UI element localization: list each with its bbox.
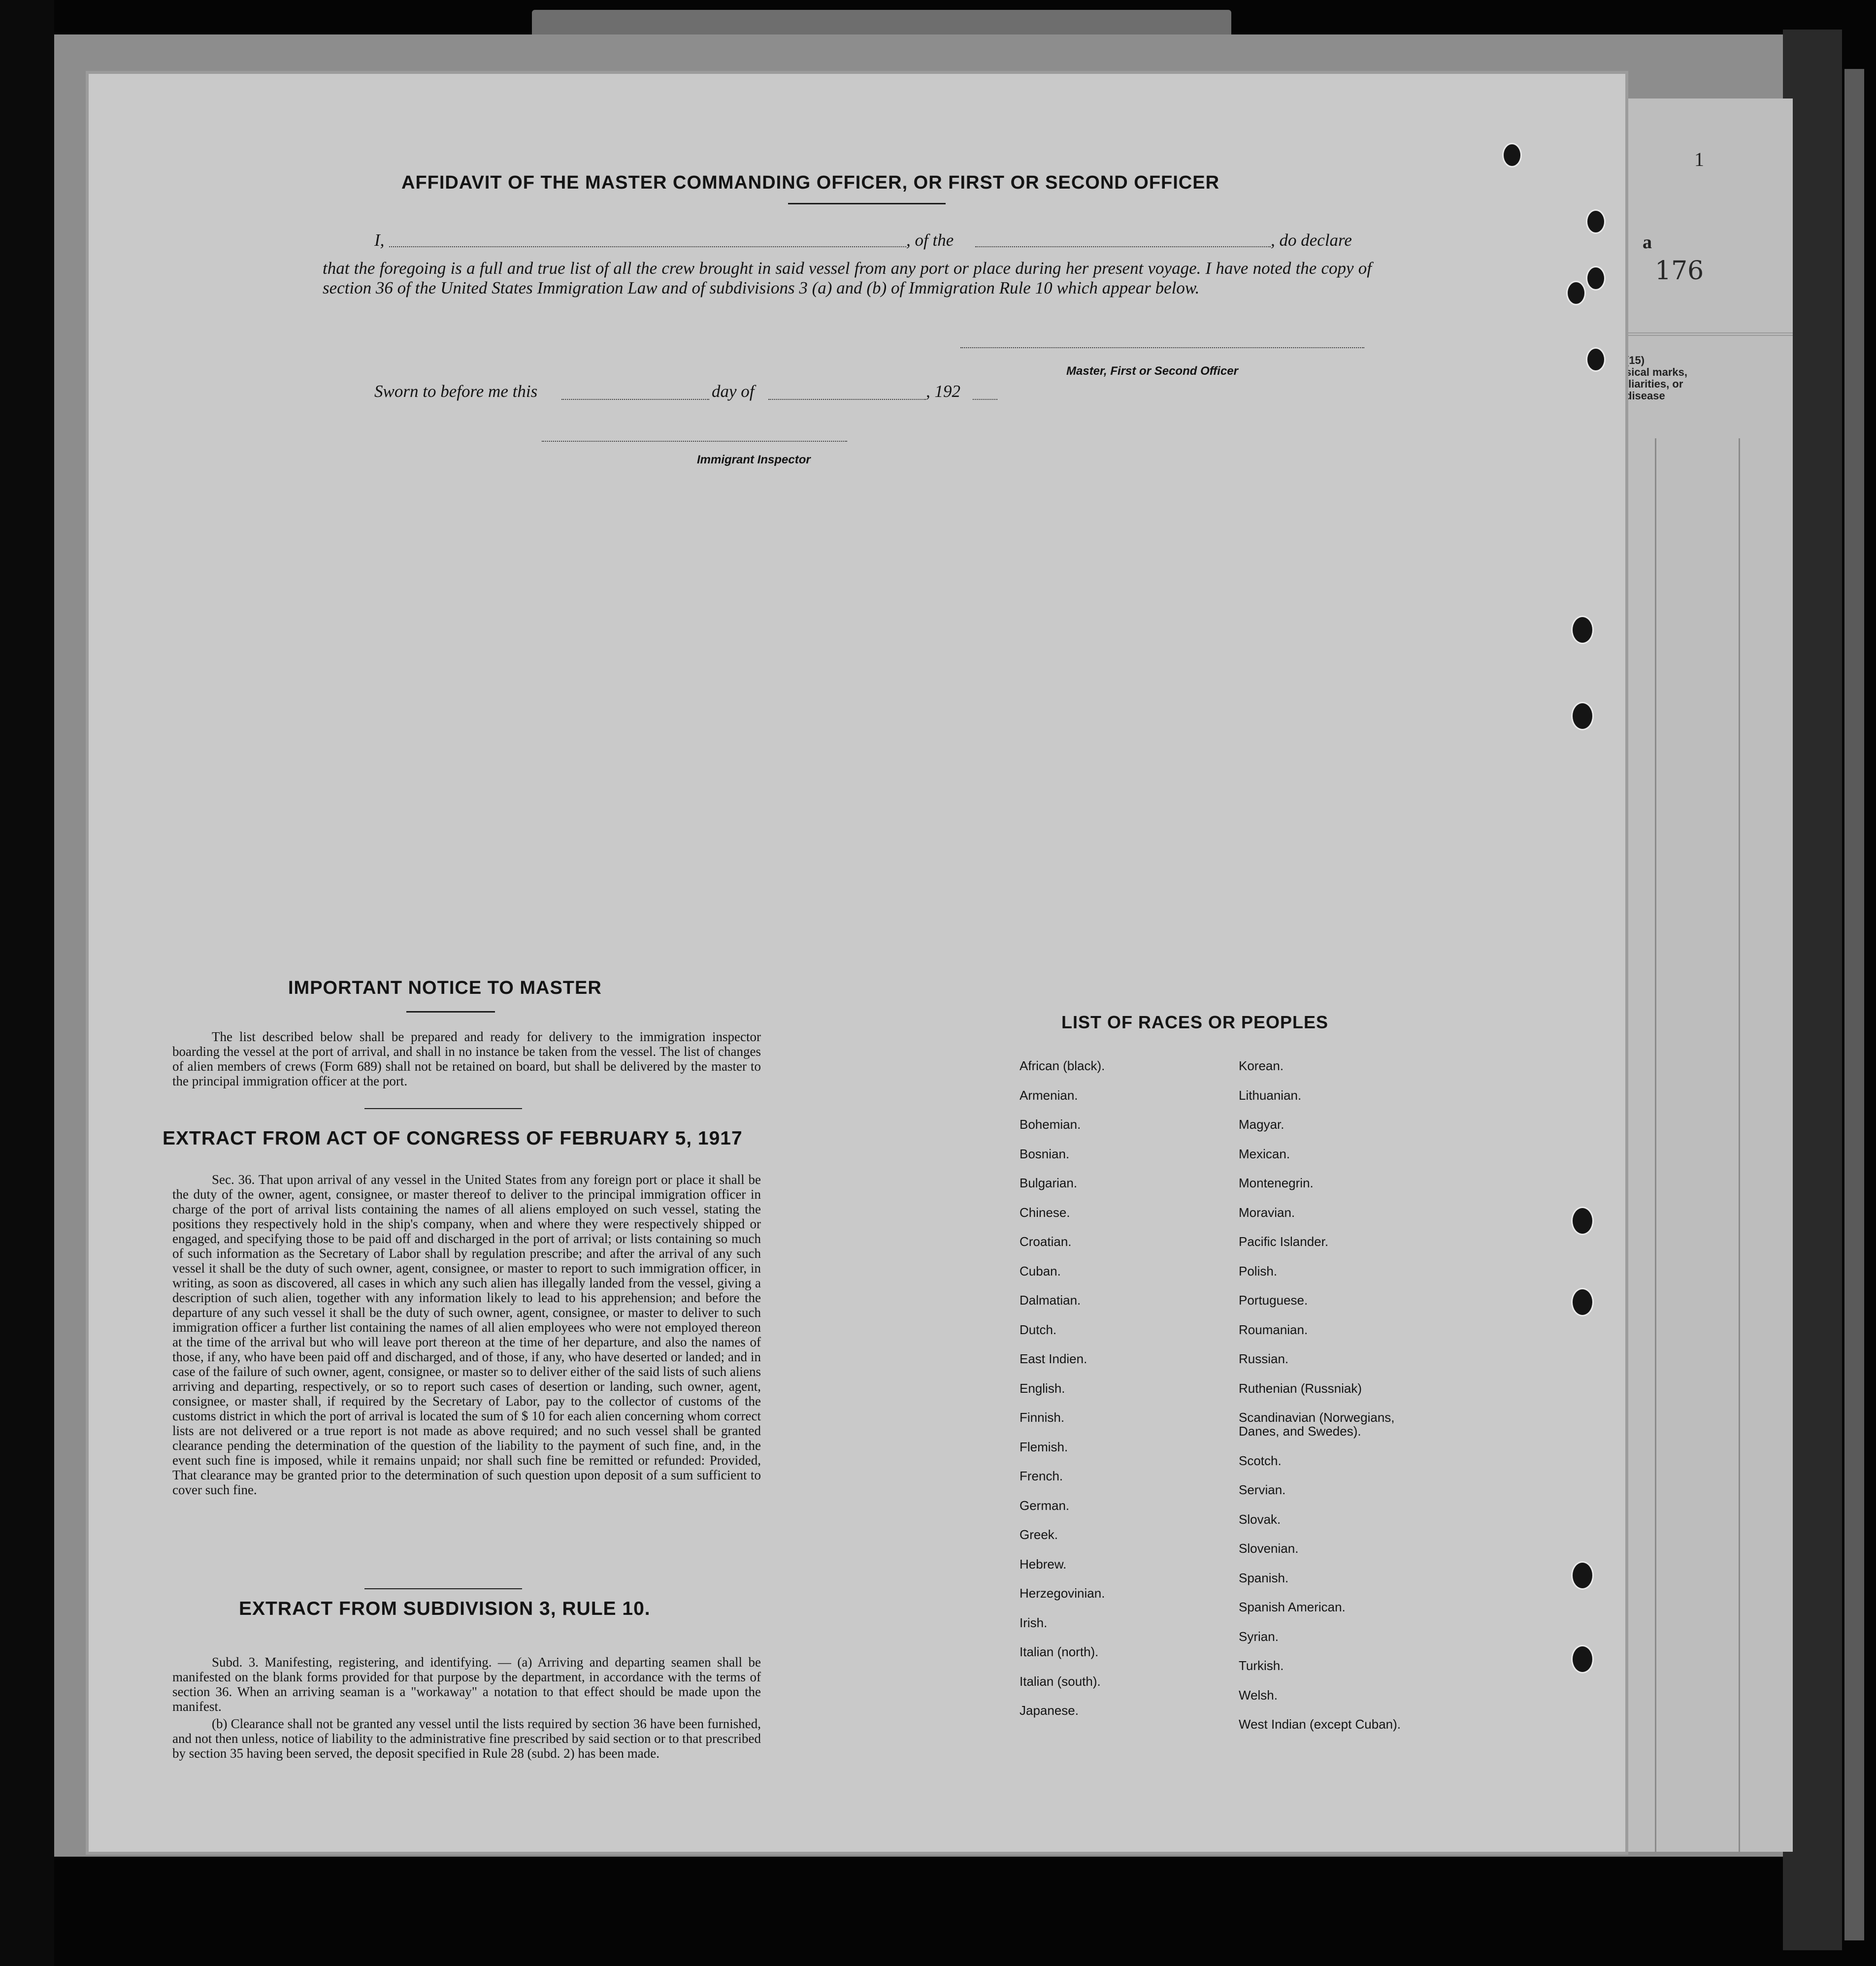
race-item: Slovak. [1239, 1511, 1281, 1527]
punch-hole [1586, 266, 1606, 291]
race-item: Bohemian. [1020, 1117, 1081, 1132]
race-item: Japanese. [1020, 1703, 1079, 1718]
race-item: Italian (south). [1020, 1673, 1101, 1689]
race-item: Italian (north). [1020, 1644, 1099, 1659]
punch-hole [1571, 1288, 1594, 1316]
race-item: Bosnian. [1020, 1146, 1070, 1161]
punch-hole [1586, 209, 1606, 234]
extract-act-title: EXTRACT FROM ACT OF CONGRESS OF FEBRUARY 5, 1917 [163, 1128, 743, 1149]
punch-hole [1571, 1645, 1594, 1673]
races-title: LIST OF RACES OR PEOPLES [1061, 1012, 1329, 1032]
punch-hole [1571, 616, 1594, 644]
page-number: 176 [1655, 256, 1704, 286]
race-item: Portuguese. [1239, 1293, 1308, 1308]
race-item: Greek. [1020, 1527, 1058, 1542]
race-item: Spanish American. [1239, 1600, 1346, 1614]
affidavit-title: AFFIDAVIT OF THE MASTER COMMANDING OFFICER, OR FIRST OR SECOND OFFICER [401, 172, 1220, 193]
binder-edge-outer [1844, 69, 1864, 1940]
race-item: Moravian. [1239, 1205, 1295, 1220]
race-item: French. [1020, 1469, 1063, 1483]
back-sheet-letter: a [1643, 232, 1652, 253]
section-36-text: Sec. 36. That upon arrival of any vessel in the United States from any foreign port or place it shall be the duty of the owner, agent, consignee, or master thereof to deliver to the principal immigration officer in charge of the port of arrival lists containing the names of all aliens employed on such vessel, stating the positions they respectively hold in the ship's company, when and where they were respectively shipped or engaged, and specifying those to be paid off and discharged in the port of arrival; or lists containing so much of such information as the Secretary of Labor shall by regulation prescribe; and after the arrival of any such vessel it shall be the duty of such owner, agent, consignee, or master to report to such immigration officer, in writing, as soon as discovered, all cases in which any such alien has illegally landed from the vessel, giving a description of such alien, together with any information likely to lead to his apprehension; and before the departure of any such vessel it shall be the duty of such owner, agent, consignee, or master to deliver to such immigration officer a further list containing the names of all alien employees who were not employed thereon at the time of the arrival but who will leave port thereon at the time of her departure, and also the names of those, if any, who have been paid off and discharged, and of those, if any, who have deserted or landed; and in case of the failure of such owner, agent, consignee, or master so to deliver either of the said lists of such aliens arriving and departing, respectively, or so to report such cases of desertion or landing, such owner, agent, consignee, or master shall, if required by the Secretary of Labor, pay to the collector of customs of the customs district in which the port of arrival is located the sum of $ 10 for each alien concerning whom correct lists are not delivered or a true report is not made as above required; and no such vessel shall be granted clearance pending the determination of the question of the liability to the payment of such fine, and, in the event such fine is imposed, while it remains unpaid; nor shall such fine be remitted or refunded: Provided, That clearance may be granted prior to the determination of such question upon deposit of a sum sufficient to cover such fine. [172, 1172, 761, 1497]
race-item: Flemish. [1020, 1439, 1068, 1454]
race-item: Dutch. [1020, 1322, 1057, 1337]
rule-10-text-a: Subd. 3. Manifesting, registering, and identifying. — (a) Arriving and departing seamen shall be manifested on the blank forms provided for that purpose by the department, in accordance with the terms of section 36. When an arriving seaman is a "workaway" a notation to that effect should be made upon the manifest. [172, 1655, 761, 1714]
sworn-day-line[interactable] [561, 399, 709, 400]
race-item: Irish. [1020, 1615, 1048, 1630]
punch-hole [1586, 347, 1606, 372]
affidavit-body: that the foregoing is a full and true list of all the crew brought in said vessel from any port or place during her present voyage. I have noted the copy of section 36 of the United States Immigration Law and of subdivisions 3 (a) and (b) of Immigration Rule 10 which appear below. [323, 259, 1372, 297]
race-item: Scotch. [1239, 1453, 1282, 1468]
race-item: Dalmatian. [1020, 1293, 1081, 1308]
punch-hole [1502, 143, 1522, 167]
notice-underline [406, 1011, 495, 1013]
sworn-year-line[interactable] [973, 399, 997, 400]
race-item: Turkish. [1239, 1658, 1284, 1673]
race-item: Hebrew. [1020, 1556, 1067, 1572]
officer-signature-line[interactable] [960, 347, 1364, 348]
race-item: Mexican. [1239, 1146, 1290, 1161]
race-item: West Indian (except Cuban). [1239, 1717, 1401, 1732]
column-15-header: (15) sical marks, iliarities, or disease [1625, 354, 1687, 402]
race-item: Spanish. [1239, 1570, 1289, 1585]
race-item: East Indien. [1020, 1351, 1087, 1366]
race-item: Russian. [1239, 1351, 1289, 1366]
affidavit-sheet [89, 74, 1625, 1852]
day-of-label: day of [712, 382, 755, 401]
notice-text: The list described below shall be prepared and ready for delivery to the immigration inspector boarding the vessel at the port of arrival, and shall in no instance be taken from the vessel. The list of changes of alien members of crews (Form 689) shall not be retained on board, but shall be delivered by the master to the principal immigration officer at the port. [172, 1029, 761, 1088]
extract-rule-title: EXTRACT FROM SUBDIVISION 3, RULE 10. [239, 1598, 651, 1619]
inspector-signature-line[interactable] [542, 441, 847, 442]
title-underline [788, 203, 946, 204]
punch-hole [1571, 702, 1594, 730]
race-item: African (black). [1020, 1058, 1105, 1073]
punch-hole [1571, 1561, 1594, 1590]
race-item: Herzegovinian. [1020, 1586, 1105, 1601]
notice-title: IMPORTANT NOTICE TO MASTER [288, 978, 602, 998]
punch-hole [1571, 1207, 1594, 1235]
race-item: Magyar. [1239, 1117, 1284, 1132]
notice-divider [364, 1108, 522, 1109]
race-item: Finnish. [1020, 1410, 1065, 1425]
race-item: Ruthenian (Russniak) [1239, 1380, 1362, 1396]
race-item: Lithuanian. [1239, 1087, 1302, 1103]
race-item: Slovenian. [1239, 1541, 1299, 1556]
extract-divider [364, 1588, 522, 1589]
race-item: Korean. [1239, 1058, 1284, 1073]
do-declare-label: , do declare [1271, 230, 1352, 250]
race-item: Armenian. [1020, 1087, 1078, 1103]
vessel-line[interactable] [975, 246, 1271, 247]
declarant-label: I, [374, 230, 385, 250]
scan-border-left [0, 0, 54, 1966]
back-sheet-mark: 1 [1694, 148, 1704, 170]
race-item: English. [1020, 1380, 1065, 1396]
race-item: Bulgarian. [1020, 1176, 1078, 1190]
race-item: Croatian. [1020, 1234, 1072, 1249]
inspector-caption: Immigrant Inspector [697, 453, 811, 466]
race-item: Cuban. [1020, 1263, 1061, 1278]
declarant-name-line[interactable] [389, 246, 906, 247]
punch-hole [1566, 281, 1586, 305]
race-item: Roumanian. [1239, 1322, 1308, 1337]
race-item: Chinese. [1020, 1205, 1070, 1220]
race-item: Polish. [1239, 1263, 1278, 1278]
race-item: Servian. [1239, 1482, 1286, 1497]
race-item: German. [1020, 1498, 1070, 1513]
sworn-month-line[interactable] [768, 399, 926, 400]
rule-10-text-b: (b) Clearance shall not be granted any vessel until the lists required by section 36 have been furnished, and not then unless, notice of liability to the administrative fine prescribed by said section or to that prescribed by section 35 having been served, the deposit specified in Rule 28 (subd. 2) has been made. [172, 1716, 761, 1761]
race-item: Welsh. [1239, 1687, 1278, 1703]
race-item: Syrian. [1239, 1629, 1279, 1644]
signer-caption: Master, First or Second Officer [1066, 364, 1238, 378]
race-item: Montenegrin. [1239, 1176, 1314, 1190]
race-item: Scandinavian (Norwegians, Danes, and Swedes). [1239, 1410, 1395, 1439]
sworn-label: Sworn to before me this [374, 382, 538, 401]
race-item: Pacific Islander. [1239, 1234, 1329, 1249]
of-the-label: , of the [906, 230, 954, 250]
year-label: , 192 [926, 382, 960, 401]
